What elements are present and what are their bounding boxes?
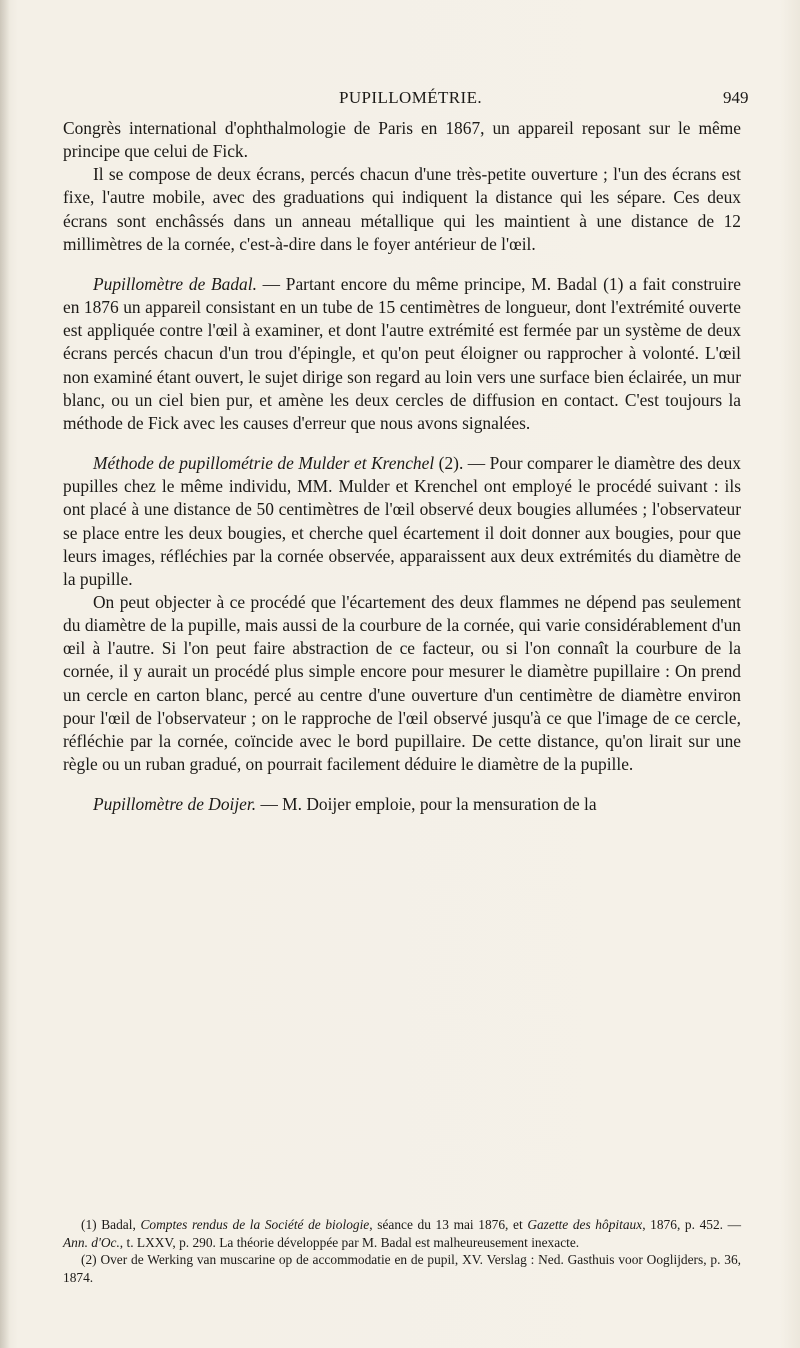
paragraph-objection	[63, 591, 741, 776]
paragraph-text: — M. Doijer emploie, pour la mensuration de la	[256, 794, 597, 815]
paragraph-fick-continuation	[63, 117, 741, 163]
page-header	[0, 88, 800, 112]
paragraph-text: Il se compose de deux écrans, percés chacun d'une très-petite ouverture ; l'un des écrans est fixe, l'autre mobile, avec des graduations qui indiquent la distance qui les sépare. Ces deux écrans sont enchâssés dans un anneau métallique qui les maintient à une distance de 12 millimètres de la cornée, c'est-à-dire dans le foyer antérieur de l'œil.	[63, 164, 741, 254]
footnote-text: , 1876, p. 452. —	[642, 1217, 742, 1232]
paragraph-text: On peut objecter à ce procédé que l'écartement des deux flammes ne dépend pas seulement du diamètre de la pupille, mais aussi de la courbure de la cornée, qui varie considérablement d'un œil à l'autre. Si l'on peut faire abstraction de ce facteur, ou si l'on connaît la courbure de la cornée, il y aurait un procédé plus simple encore pour mesurer le diamètre pupillaire : On prend un cercle en carton blanc, percé au centre d'une ouverture d'un centimètre de diamètre environ pour l'œil de l'observateur ; on le rapproche de l'œil observé jusqu'à ce que l'image de ce cercle, réfléchie par la cornée, coïncide avec le bord pupillaire. De cette distance, qu'on lirait sur une règle ou un ruban gradué, on pourrait facilement déduire le diamètre de la pupille.	[63, 591, 741, 775]
section-title-badal: Pupillomètre de Badal.	[93, 273, 257, 294]
paragraph-text: Congrès international d'ophthalmologie de Paris en 1867, un appareil reposant sur le même principe que celui de Fick.	[63, 118, 741, 162]
footnote-text: (2) Over de Werking van muscarine op de accommodatie en de pupil, XV. Verslag : Ned. Gasthuis voor Ooglijders, p. 36, 1874.	[63, 1252, 741, 1285]
paragraph-text: — Partant encore du même principe, M. Badal (1) a fait construire en 1876 un appareil consistant en un tube de 15 centimètres de longueur, dont l'extrémité ouverte est appliquée contre l'œil à examiner, et dont l'autre extrémité est fermée par un système de deux écrans percés chacun d'un trou d'épingle, et qu'on peut éloigner ou rapprocher à volonté. L'œil non examiné étant ouvert, le sujet dirige son regard au loin vers une surface bien éclairée, un mur blanc, ou un ciel bien pur, et amène les deux cercles de diffusion en contact. C'est toujours la méthode de Fick avec les causes d'erreur que nous avons signalées.	[63, 273, 741, 433]
footnote-text: , t. LXXV, p. 290. La théorie développée par M. Badal est malheureusement inexacte.	[119, 1234, 580, 1250]
section-title-mulder-krenchel: Méthode de pupillométrie de Mulder et Krenchel	[93, 453, 435, 474]
running-title: PUPILLOMÉTRIE.	[339, 88, 483, 107]
footnote-text: (1) Badal,	[81, 1217, 141, 1232]
footnote-text: , séance du 13 mai 1876, et	[369, 1217, 528, 1232]
footnote-1	[63, 1216, 741, 1251]
page-number: 949	[723, 88, 749, 107]
page-gutter-shadow	[0, 0, 10, 1348]
paragraph-text: (2). — Pour comparer le diamètre des deux pupilles chez le même individu, MM. Mulder et Krenchel ont employé le procédé suivant : ils ont placé à une distance de 50 centimètres de l'œil observé deux bougies allumées ; l'observateur se place entre les deux bougies, et cherche quel écartement il doit donner aux bougies, pour que leurs images, réfléchies par la cornée observée, apparaissent aux deux extrémités du diamètre de la pupille.	[63, 453, 741, 589]
body-text	[63, 117, 741, 816]
section-title-doijer: Pupillomètre de Doijer.	[93, 794, 257, 815]
paragraph-doijer	[63, 793, 741, 816]
footnotes	[63, 1216, 741, 1286]
footnote-citation-title: Ann. d'Oc.	[63, 1234, 120, 1250]
footnote-2	[63, 1251, 741, 1286]
paragraph-badal	[63, 273, 741, 435]
paragraph-mulder-krenchel	[63, 452, 741, 591]
footnote-citation-title: Gazette des hôpitaux	[527, 1217, 643, 1232]
footnote-citation-title: Comptes rendus de la Société de biologie	[140, 1217, 370, 1232]
paragraph-screens	[63, 163, 741, 256]
